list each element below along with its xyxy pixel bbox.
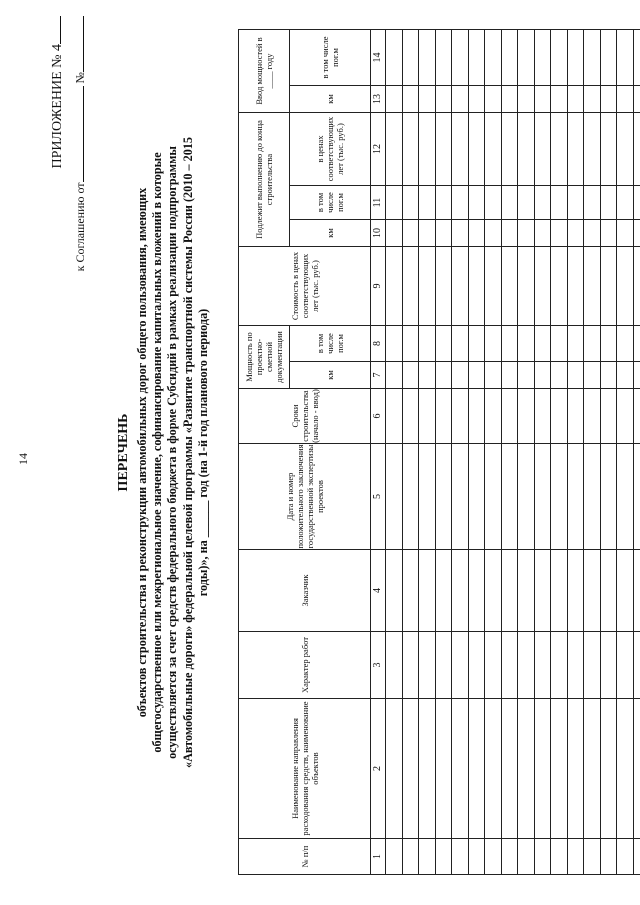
table-cell[interactable] [386,632,403,699]
document-subtitle [135,40,211,865]
table-cell[interactable] [518,220,535,247]
table-cell[interactable] [501,839,518,875]
table-cell[interactable] [468,29,485,85]
table-cell[interactable] [551,699,568,839]
table-cell[interactable] [534,550,551,632]
table-cell[interactable] [435,632,452,699]
table-cell[interactable] [419,86,436,113]
table-cell[interactable] [551,389,568,444]
table-cell[interactable] [501,29,518,85]
table-cell[interactable] [452,247,469,326]
table-cell[interactable] [584,29,601,85]
table-cell[interactable] [534,247,551,326]
table-cell[interactable] [600,632,617,699]
column-number: 13 [371,86,386,113]
appendix-label: ПРИЛОЖЕНИЕ № 4 [50,44,65,169]
page-number: 14 [16,453,30,465]
table-cell[interactable] [584,326,601,362]
table-cell[interactable] [386,699,403,839]
table-cell[interactable] [633,186,640,220]
table-cell[interactable] [501,550,518,632]
table-cell[interactable] [386,444,403,550]
table-cell[interactable] [600,699,617,839]
subheader-remaining-pm: в том числе пог.м [290,186,371,220]
table-cell[interactable] [633,362,640,389]
appendix-heading [50,16,66,169]
table-row [485,29,502,874]
objects-table [238,29,640,875]
table-cell[interactable] [633,247,640,326]
table-cell[interactable] [485,362,502,389]
column-number: 10 [371,220,386,247]
table-row [518,29,535,874]
commission-text: Ввод мощностей в ____ году [254,37,274,105]
table-cell[interactable] [584,444,601,550]
table-cell[interactable] [600,86,617,113]
table-cell[interactable] [600,220,617,247]
header-customer: Заказчик [239,550,371,632]
table-cell[interactable] [419,186,436,220]
appendix-blank [50,16,61,44]
table-cell[interactable] [600,113,617,186]
table-row [617,29,634,874]
table-cell[interactable] [617,247,634,326]
table-cell[interactable] [419,113,436,186]
agreement-number-label: № [73,72,87,84]
table-cell[interactable] [485,113,502,186]
table-cell[interactable] [468,326,485,362]
table-cell[interactable] [633,699,640,839]
column-number: 9 [371,247,386,326]
subheader-remaining-prices: в ценах соответствующих лет (тыс. руб.) [290,113,371,186]
table-cell[interactable] [584,86,601,113]
table-cell[interactable] [567,220,584,247]
table-cell[interactable] [435,247,452,326]
table-cell[interactable] [584,362,601,389]
table-cell[interactable] [584,389,601,444]
header-cost: Стоимость в ценах соответствующих лет (тыс. руб.) [239,247,371,326]
header-no: № п/п [239,839,371,875]
table-cell[interactable] [567,839,584,875]
table-cell[interactable] [600,362,617,389]
table-cell[interactable] [551,632,568,699]
table-cell[interactable] [534,220,551,247]
table-cell[interactable] [617,86,634,113]
agreement-line [73,16,88,271]
table-cell[interactable] [452,220,469,247]
table-cell[interactable] [485,326,502,362]
table-cell[interactable] [501,362,518,389]
table-cell[interactable] [584,699,601,839]
subheader-capacity-pm: в том числе пог.м [290,326,371,362]
table-cell[interactable] [419,632,436,699]
header-work: Характер работ [239,632,371,699]
table-cell[interactable] [617,444,634,550]
table-cell[interactable] [633,29,640,85]
table-cell[interactable] [452,444,469,550]
table-cell[interactable] [402,186,419,220]
column-number: 6 [371,389,386,444]
table-cell[interactable] [633,86,640,113]
table-cell[interactable] [600,326,617,362]
table-cell[interactable] [534,389,551,444]
table-cell[interactable] [534,86,551,113]
table-cell[interactable] [567,362,584,389]
table-cell[interactable] [468,699,485,839]
table-cell[interactable] [567,550,584,632]
header-remaining: Подлежит выполнению до конца строительства [239,113,290,247]
table-row [468,29,485,874]
table-row [419,29,436,874]
column-number-row [371,29,386,874]
table-cell[interactable] [419,444,436,550]
table-cell[interactable] [402,247,419,326]
subheader-commission-pm: в том числе пог.м [290,29,371,85]
agreement-date-blank [73,86,84,182]
table-cell[interactable] [633,220,640,247]
column-number: 11 [371,186,386,220]
table-cell[interactable] [551,550,568,632]
table-cell[interactable] [468,444,485,550]
table-cell[interactable] [452,699,469,839]
table-cell[interactable] [402,113,419,186]
table-row [501,29,518,874]
table-cell[interactable] [600,29,617,85]
table-cell[interactable] [402,699,419,839]
table-cell[interactable] [567,247,584,326]
table-cell[interactable] [485,839,502,875]
subheader-remaining-km: км [290,220,371,247]
table-cell[interactable] [435,699,452,839]
table-cell[interactable] [501,113,518,186]
subtitle-line: осуществляется за счет средств федерального бюджета в форме Субсидий в рамках реализации подпрограммы [165,146,180,759]
table-row [386,29,403,874]
table-cell[interactable] [617,839,634,875]
table-cell[interactable] [485,550,502,632]
table-cell[interactable] [518,550,535,632]
table-cell[interactable] [600,444,617,550]
table-cell[interactable] [485,86,502,113]
table-cell[interactable] [435,389,452,444]
table-cell[interactable] [386,247,403,326]
table-cell[interactable] [419,362,436,389]
table-cell[interactable] [402,86,419,113]
table-cell[interactable] [485,247,502,326]
subtitle-line: годы)», на ______ год (на 1-й год планового периода) [195,308,210,597]
subtitle-line: «Автомобильные дороги» федеральной целевой программы «Развитие транспортной системы России (2010 – 2015 [180,137,195,769]
table-cell[interactable] [633,839,640,875]
table-cell[interactable] [485,699,502,839]
table-row [551,29,568,874]
table-cell[interactable] [386,389,403,444]
table-cell[interactable] [534,632,551,699]
subtitle-line: общегосударственное или межрегиональное значение, софинансирование капитальных вложений в которые [150,152,165,753]
table-cell[interactable] [567,632,584,699]
table-cell[interactable] [386,220,403,247]
table-cell[interactable] [468,113,485,186]
table-cell[interactable] [402,632,419,699]
table-cell[interactable] [551,186,568,220]
table-cell[interactable] [518,29,535,85]
table-cell[interactable] [567,699,584,839]
table-row [633,29,640,874]
table-row [567,29,584,874]
table-row [452,29,469,874]
table-cell[interactable] [567,444,584,550]
table-cell[interactable] [534,29,551,85]
table-cell[interactable] [617,389,634,444]
column-number: 1 [371,839,386,875]
table-cell[interactable] [534,699,551,839]
table-cell[interactable] [617,113,634,186]
table-cell[interactable] [485,444,502,550]
table-cell[interactable] [452,86,469,113]
table-cell[interactable] [551,220,568,247]
table-cell[interactable] [567,186,584,220]
table-cell[interactable] [402,29,419,85]
table-cell[interactable] [452,113,469,186]
table-cell[interactable] [617,29,634,85]
table-cell[interactable] [468,839,485,875]
table-cell[interactable] [584,186,601,220]
table-cell[interactable] [501,326,518,362]
table-cell[interactable] [435,220,452,247]
table-cell[interactable] [617,699,634,839]
table-cell[interactable] [386,29,403,85]
table-cell[interactable] [534,362,551,389]
table-cell[interactable] [468,389,485,444]
subtitle-line: объектов строительства и реконструкции автомобильных дорог общего пользования, имеющих [135,187,149,718]
column-number: 3 [371,632,386,699]
table-cell[interactable] [452,326,469,362]
column-number: 2 [371,699,386,839]
table-cell[interactable] [435,113,452,186]
table-cell[interactable] [551,86,568,113]
column-number: 7 [371,362,386,389]
table-cell[interactable] [485,632,502,699]
table-cell[interactable] [534,113,551,186]
table-cell[interactable] [468,186,485,220]
column-number: 5 [371,444,386,550]
header-expertise: Дата и номер положительного заключения государственной экспертизы проектов [239,444,371,550]
table-cell[interactable] [419,247,436,326]
subheader-capacity-km: км [290,362,371,389]
table-cell[interactable] [386,326,403,362]
table-cell[interactable] [402,550,419,632]
table-cell[interactable] [518,389,535,444]
document-title: ПЕРЕЧЕНЬ [116,413,131,492]
table-cell[interactable] [402,839,419,875]
table-cell[interactable] [435,29,452,85]
table-cell[interactable] [452,186,469,220]
table-cell[interactable] [501,389,518,444]
table-cell[interactable] [386,86,403,113]
header-name: Наименование направления расходования средств, наименование объектов [239,699,371,839]
table-cell[interactable] [518,113,535,186]
table-cell[interactable] [551,362,568,389]
table-cell[interactable] [567,86,584,113]
table-cell[interactable] [402,389,419,444]
table-cell[interactable] [600,839,617,875]
table-row [534,29,551,874]
column-number: 8 [371,326,386,362]
table-cell[interactable] [386,113,403,186]
table-cell[interactable] [452,362,469,389]
table-cell[interactable] [485,220,502,247]
table-cell[interactable] [567,29,584,85]
table-cell[interactable] [551,113,568,186]
table-cell[interactable] [600,389,617,444]
table-cell[interactable] [435,86,452,113]
table-cell[interactable] [386,550,403,632]
table-cell[interactable] [518,839,535,875]
table-cell[interactable] [501,444,518,550]
table-cell[interactable] [617,186,634,220]
table-cell[interactable] [617,550,634,632]
table-row [402,29,419,874]
table-row [584,29,601,874]
table-cell[interactable] [633,326,640,362]
table-cell[interactable] [386,186,403,220]
table-cell[interactable] [617,326,634,362]
table-cell[interactable] [452,389,469,444]
table-cell[interactable] [485,186,502,220]
table-cell[interactable] [435,839,452,875]
table-cell[interactable] [419,699,436,839]
table-cell[interactable] [452,550,469,632]
table-cell[interactable] [468,362,485,389]
table-cell[interactable] [485,389,502,444]
table-cell[interactable] [435,444,452,550]
table-cell[interactable] [468,550,485,632]
column-number: 12 [371,113,386,186]
table-cell[interactable] [551,29,568,85]
table-cell[interactable] [419,326,436,362]
table-cell[interactable] [617,362,634,389]
table-cell[interactable] [567,113,584,186]
table-cell[interactable] [419,839,436,875]
table-cell[interactable] [633,550,640,632]
table-cell[interactable] [600,247,617,326]
subheader-commission-km: км [290,86,371,113]
table-cell[interactable] [419,220,436,247]
table-cell[interactable] [419,550,436,632]
table-cell[interactable] [435,362,452,389]
header-commission [239,29,290,112]
table-cell[interactable] [534,444,551,550]
table-cell[interactable] [501,86,518,113]
table-cell[interactable] [633,389,640,444]
table-cell[interactable] [633,632,640,699]
table-cell[interactable] [452,839,469,875]
table-row [600,29,617,874]
table-cell[interactable] [584,632,601,699]
table-cell[interactable] [534,839,551,875]
table-cell[interactable] [567,389,584,444]
table-cell[interactable] [600,186,617,220]
table-cell[interactable] [452,29,469,85]
table-cell[interactable] [501,699,518,839]
table-cell[interactable] [402,326,419,362]
header-capacity: Мощность по проектно-сметной документации [239,326,290,389]
column-number: 14 [371,29,386,85]
table-cell[interactable] [551,326,568,362]
header-row-top [239,29,290,874]
header-terms: Сроки строительства (начало - ввод) [239,389,371,444]
table-cell[interactable] [518,86,535,113]
table-cell[interactable] [452,632,469,699]
table-cell[interactable] [518,632,535,699]
table-cell[interactable] [518,247,535,326]
column-number: 4 [371,550,386,632]
table-cell[interactable] [518,699,535,839]
table-cell[interactable] [468,86,485,113]
table-cell[interactable] [402,220,419,247]
table-cell[interactable] [617,632,634,699]
table-cell[interactable] [551,839,568,875]
agreement-prefix: к Соглашению от [73,182,87,272]
table-cell[interactable] [518,444,535,550]
table-cell[interactable] [633,113,640,186]
table-cell[interactable] [584,220,601,247]
table-cell[interactable] [584,247,601,326]
table-cell[interactable] [468,220,485,247]
table-row [435,29,452,874]
table-cell[interactable] [584,550,601,632]
table-cell[interactable] [419,29,436,85]
table-cell[interactable] [386,362,403,389]
table-cell[interactable] [567,326,584,362]
table-cell[interactable] [386,839,403,875]
table-cell[interactable] [419,389,436,444]
table-cell[interactable] [534,326,551,362]
table-cell[interactable] [501,247,518,326]
table-cell[interactable] [584,113,601,186]
table-cell[interactable] [435,326,452,362]
table-cell[interactable] [534,186,551,220]
table-cell[interactable] [435,186,452,220]
table-cell[interactable] [584,839,601,875]
table-cell[interactable] [518,326,535,362]
table-cell[interactable] [551,444,568,550]
table-cell[interactable] [468,632,485,699]
table-cell[interactable] [402,444,419,550]
table-cell[interactable] [551,247,568,326]
table-cell[interactable] [518,186,535,220]
agreement-number-blank [73,16,84,72]
table-cell[interactable] [518,362,535,389]
table-cell[interactable] [617,220,634,247]
table-cell[interactable] [633,444,640,550]
table-cell[interactable] [501,186,518,220]
table-cell[interactable] [435,550,452,632]
table-cell[interactable] [485,29,502,85]
table-cell[interactable] [402,362,419,389]
table-cell[interactable] [501,632,518,699]
table-cell[interactable] [468,247,485,326]
table-cell[interactable] [600,550,617,632]
table-cell[interactable] [501,220,518,247]
